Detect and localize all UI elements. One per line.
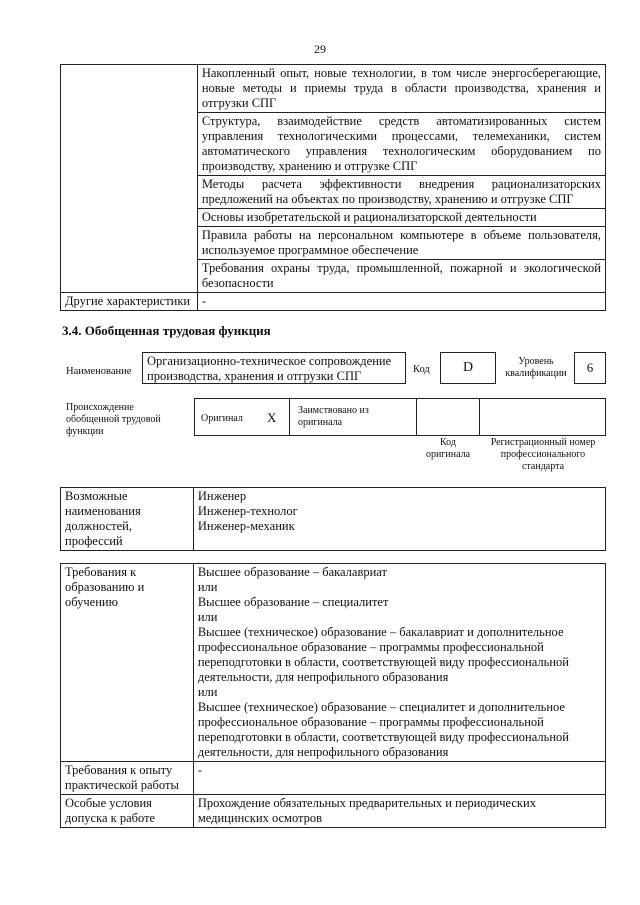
education-line: или <box>197 685 218 699</box>
requirements-table <box>60 563 606 828</box>
page-number: 29 <box>314 42 326 56</box>
level-value-box <box>574 352 606 384</box>
position-item: Инженер-механик <box>197 519 295 533</box>
education-line: или <box>197 610 218 624</box>
admission-value: Прохождение обязательных предварительных и периодических медицинских осмотров <box>193 795 605 828</box>
borrowed-label: Заимствовано из оригинала <box>298 405 369 428</box>
level-value: 6 <box>586 360 594 375</box>
code-label: Код <box>413 364 430 375</box>
admission-label: Особые условия допуска к работе <box>61 795 194 828</box>
knowledge-item: Основы изобретательской и рационализаторской деятельности <box>197 209 605 227</box>
education-line: Высшее образование – бакалавриат <box>197 565 387 579</box>
original-label: Оригинал <box>201 413 243 424</box>
knowledge-item: Требования охраны труда, промышленной, пожарной и экологической безопасности <box>197 260 605 293</box>
education-label: Требования к образованию и обучению <box>61 564 194 762</box>
code-value-box <box>440 352 496 384</box>
knowledge-item: Правила работы на персональном компьютере в объеме пользователя, используемое программное обеспечение <box>197 227 605 260</box>
knowledge-item: Методы расчета эффективности внедрения рационализаторских предложений на объектах по производству, хранению и отгрузке СПГ <box>197 176 605 209</box>
education-line: Высшее образование – специалитет <box>197 595 389 609</box>
origin-label: Происхождение обобщенной трудовой функции <box>66 402 161 437</box>
position-item: Инженер <box>197 489 247 503</box>
name-label: Наименование <box>66 366 132 377</box>
origin-borrowed-box <box>289 398 417 436</box>
level-label: Уровень квалификации <box>505 356 567 379</box>
experience-value: - <box>193 762 605 795</box>
positions-label: Возможные наименования должностей, профессий <box>61 488 194 551</box>
origin-code-box <box>416 398 480 436</box>
name-value-box <box>142 352 406 384</box>
original-mark: X <box>267 410 277 425</box>
experience-label: Требования к опыту практической работы <box>61 762 194 795</box>
code-original-caption: Код оригинала <box>425 437 471 460</box>
knowledge-table <box>60 64 606 311</box>
other-characteristics-value: - <box>197 293 605 311</box>
origin-reg-box <box>479 398 606 436</box>
reg-number-caption: Регистрационный номер профессионального стандарта <box>490 437 596 472</box>
education-line: Высшее (техническое) образование – бакалавриат и дополнительное профессиональное образование – программы профессиональной переподготовки в области, соответствующей виду профессиональной деятельности, для непрофильного образования <box>197 625 569 684</box>
origin-original-box <box>194 398 290 436</box>
knowledge-item: Накопленный опыт, новые технологии, в том числе энергосберегающие, новые методы и приемы труда в области производства, хранения и отгрузки СПГ <box>197 65 605 113</box>
code-value: D <box>462 360 474 375</box>
positions-values <box>193 488 605 551</box>
knowledge-item: Структура, взаимодействие средств автоматизированных систем управления технологическими процессами, телемеханики, систем автоматического управления технологическим оборудованием по производству, хранению и отгрузке СПГ <box>197 113 605 176</box>
section-title: 3.4. Обобщенная трудовая функция <box>62 323 271 338</box>
other-characteristics-label: Другие характеристики <box>61 293 198 311</box>
name-value: Организационно-техническое сопровождение производства, хранения и отгрузки СПГ <box>147 354 392 383</box>
education-values <box>193 564 605 762</box>
knowledge-label-cell <box>61 65 198 293</box>
education-line: или <box>197 580 218 594</box>
education-line: Высшее (техническое) образование – специалитет и дополнительное профессиональное образование – программы профессиональной переподготовки в области, соответствующей виду профессиональной деятельности, для непрофильного образования <box>197 700 569 759</box>
positions-table <box>60 487 606 551</box>
position-item: Инженер-технолог <box>197 504 298 518</box>
